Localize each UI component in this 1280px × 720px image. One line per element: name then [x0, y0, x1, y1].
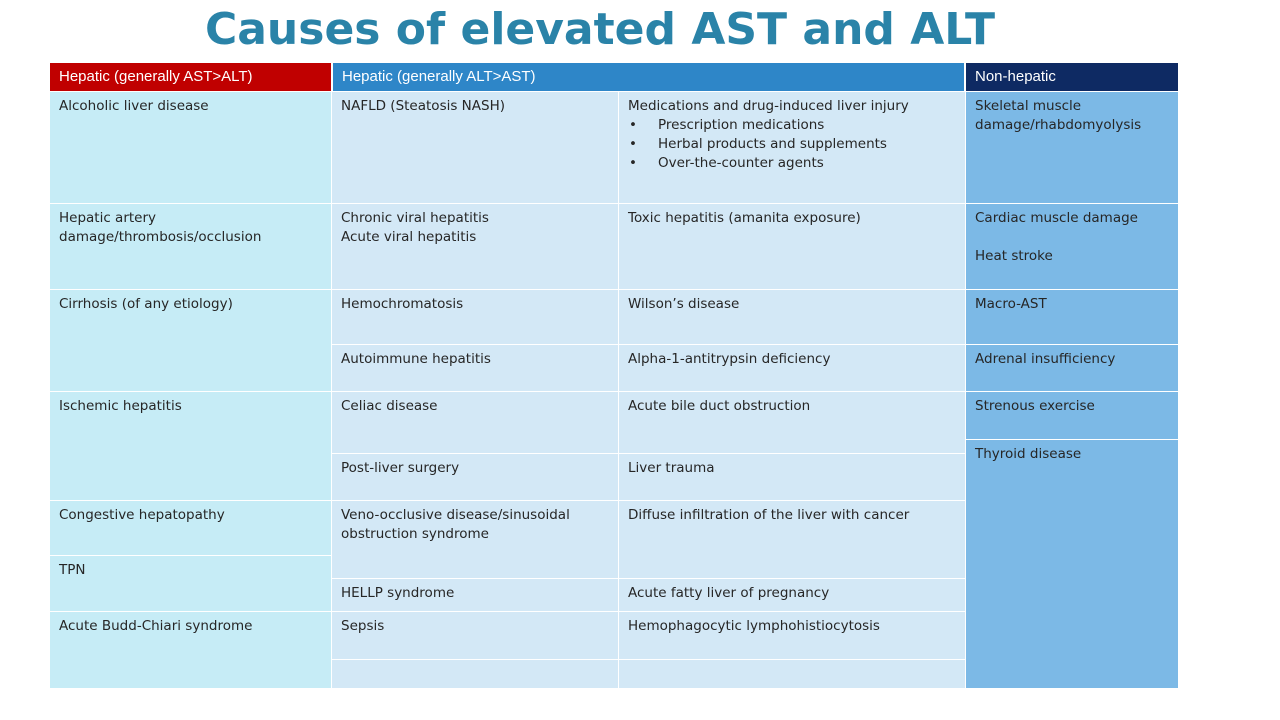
- header-hepatic-alt: Hepatic (generally ALT>AST): [333, 63, 964, 91]
- cell-post-liver-surgery: Post-liver surgery: [332, 454, 618, 500]
- cell-medications: [619, 92, 965, 203]
- text-medications: Medications and drug-induced liver injury: [628, 98, 909, 114]
- header-hepatic-ast: Hepatic (generally AST>ALT): [50, 63, 331, 91]
- cell-toxic-hepatitis: Toxic hepatitis (amanita exposure): [619, 204, 965, 289]
- cell-macro-ast: Macro-AST: [966, 290, 1178, 344]
- cell-hellp-syndrome: HELLP syndrome: [332, 579, 618, 611]
- cell-diffuse-infiltration: Diffuse infiltration of the liver with cancer: [619, 501, 965, 578]
- cell-acute-bile-duct-obstruction: Acute bile duct obstruction: [619, 392, 965, 453]
- cell-liver-trauma: Liver trauma: [619, 454, 965, 500]
- text-heat-stroke: Heat stroke: [975, 248, 1053, 264]
- cell-sepsis: Sepsis: [332, 612, 618, 659]
- header-non-hepatic: Non-hepatic: [966, 63, 1178, 91]
- page-title: Causes of elevated AST and ALT: [204, 4, 996, 55]
- cell-hepatic-artery-damage: Hepatic artery damage/thrombosis/occlusion: [50, 204, 331, 289]
- list-item: • Prescription medications: [628, 116, 956, 135]
- text-acute-viral-hepatitis: Acute viral hepatitis: [341, 229, 477, 245]
- cell-empty-col3: [619, 660, 965, 688]
- cell-tpn: TPN: [50, 556, 331, 611]
- cell-nafld: NAFLD (Steatosis NASH): [332, 92, 618, 203]
- cell-viral-hepatitis: [332, 204, 618, 289]
- cell-skeletal-muscle: Skeletal muscle damage/rhabdomyolysis: [966, 92, 1178, 203]
- cell-celiac-disease: Celiac disease: [332, 392, 618, 453]
- cell-strenous-exercise: Strenous exercise: [966, 392, 1178, 439]
- cell-veno-occlusive-disease: Veno-occlusive disease/sinusoidal obstruction syndrome: [332, 501, 618, 578]
- cell-cirrhosis: Cirrhosis (of any etiology): [50, 290, 331, 391]
- text-cardiac-muscle-damage: Cardiac muscle damage: [975, 210, 1138, 226]
- medications-list: [628, 116, 956, 173]
- cell-cardiac-heat: [966, 204, 1178, 289]
- text-chronic-viral-hepatitis: Chronic viral hepatitis: [341, 210, 489, 226]
- cell-acute-fatty-liver: Acute fatty liver of pregnancy: [619, 579, 965, 611]
- cell-adrenal-insufficiency: Adrenal insufficiency: [966, 345, 1178, 391]
- cell-alcoholic-liver-disease: Alcoholic liver disease: [50, 92, 331, 203]
- cell-wilsons-disease: Wilson’s disease: [619, 290, 965, 344]
- cell-hlh: Hemophagocytic lymphohistiocytosis: [619, 612, 965, 659]
- list-item: • Herbal products and supplements: [628, 135, 956, 154]
- list-item: • Over-the-counter agents: [628, 154, 956, 173]
- cell-empty-col2: [332, 660, 618, 688]
- cell-ischemic-hepatitis: Ischemic hepatitis: [50, 392, 331, 500]
- cell-congestive-hepatopathy: Congestive hepatopathy: [50, 501, 331, 555]
- cell-hemochromatosis: Hemochromatosis: [332, 290, 618, 344]
- cell-acute-budd-chiari: Acute Budd-Chiari syndrome: [50, 612, 331, 688]
- cell-autoimmune-hepatitis: Autoimmune hepatitis: [332, 345, 618, 391]
- cell-alpha1-antitrypsin: Alpha-1-antitrypsin deficiency: [619, 345, 965, 391]
- cell-thyroid-disease: Thyroid disease: [966, 440, 1178, 688]
